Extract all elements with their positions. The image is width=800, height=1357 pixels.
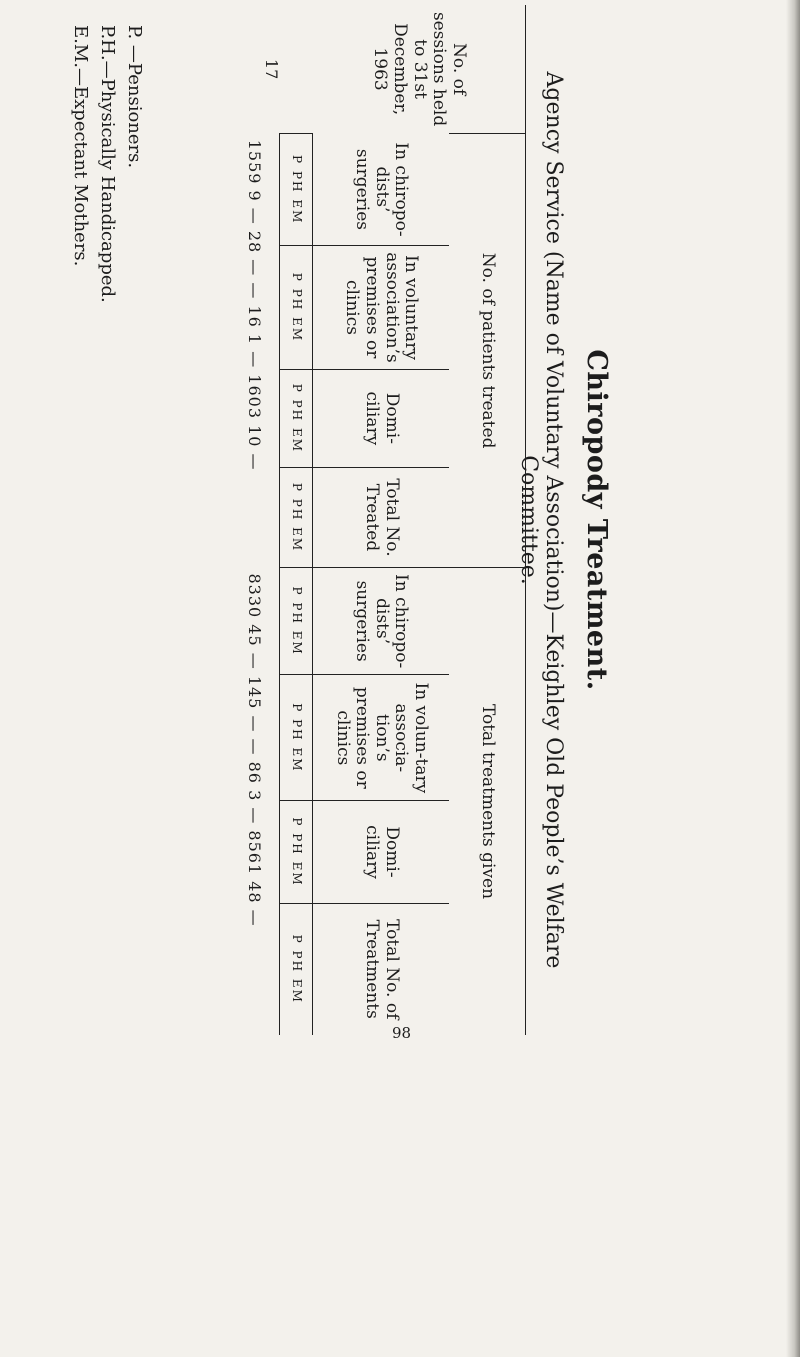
sessions-value: 17	[261, 58, 281, 80]
cat-4: P PH EM	[280, 468, 313, 568]
legend-item-handicapped: P.H.—Physically Handicapped.	[97, 25, 118, 303]
page-title: Chiropody Treatment.	[581, 349, 612, 691]
rotated-page-content	[60, 5, 620, 1035]
header-patients-dom: Domi-ciliary	[313, 369, 450, 467]
cat-3: P PH EM	[280, 369, 313, 467]
header-treatments-vol: In volun-tary associa-tion’s premises or clinics	[313, 675, 450, 801]
treatments-values: 8330 45 — 145 — — 86 3 — 8561 48 —	[245, 573, 265, 927]
header-patients-total: Total No. Treated	[313, 468, 450, 568]
legend	[67, 25, 148, 303]
legend-item-expectant: E.M.—Expectant Mothers.	[70, 25, 91, 267]
header-patients-vol: In voluntary association’s premises or clinics	[313, 246, 450, 370]
cat-7: P PH EM	[280, 801, 313, 903]
page-number: 98	[392, 1024, 412, 1042]
header-sessions: No. of sessions held to 31st December, 1963	[313, 5, 526, 134]
chiropody-table	[229, 5, 526, 1035]
cat-8: P PH EM	[280, 903, 313, 1035]
header-treatments-dom: Domi-ciliary	[313, 801, 450, 903]
patients-values: 1559 9 — 28 — — 16 1 — 1603 10 —	[245, 139, 265, 471]
cat-6: P PH EM	[280, 675, 313, 801]
legend-item-pensioners: P. —Pensioners.	[124, 25, 145, 169]
header-treatments-chiro: In chiropo-dists’ surgeries	[313, 567, 450, 674]
cat-5: P PH EM	[280, 567, 313, 674]
cat-1: P PH EM	[280, 134, 313, 246]
page-subtitle: Agency Service (Name of Voluntary Association)—Keighley Old People’s Welfare Committee.	[516, 71, 566, 969]
page-edge-shadow	[786, 0, 800, 1357]
cat-2: P PH EM	[280, 246, 313, 370]
header-treatments-total: Total No. of Treatments	[313, 903, 450, 1035]
header-patients: No. of patients treated	[449, 134, 526, 568]
header-patients-chiro: In chiropo-dists’ surgeries	[352, 142, 412, 237]
header-treatments: Total treatments given	[449, 567, 526, 1035]
